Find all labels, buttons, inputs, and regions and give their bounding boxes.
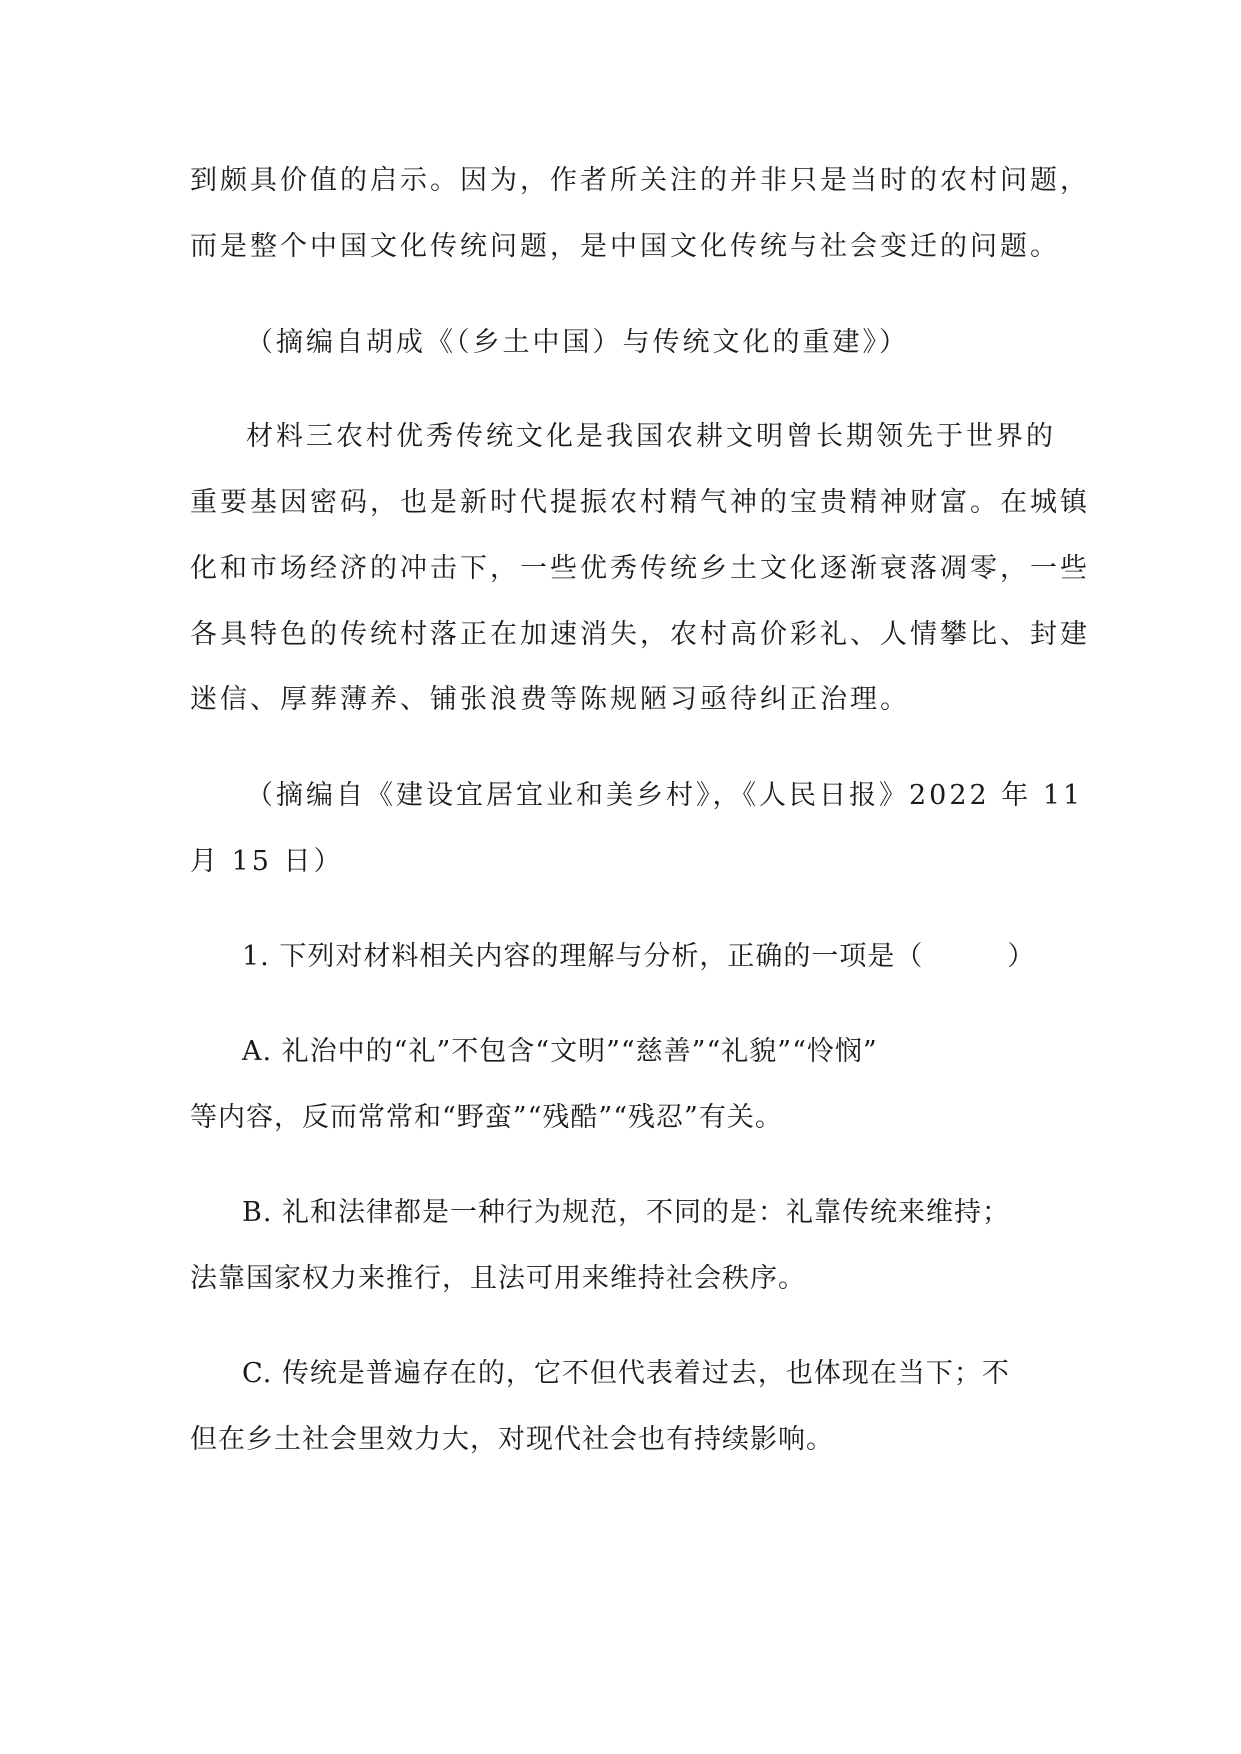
option-b-line1: B. 礼和法律都是一种行为规范，不同的是：礼靠传统来维持； bbox=[242, 1197, 1011, 1228]
option-a-line2: 等内容，反而常常和“野蛮”“残酷”“残忍”有关。 bbox=[190, 1102, 783, 1133]
passage-line: 迷信、厚葬薄养、铺张浪费等陈规陋习亟待纠正治理。 bbox=[190, 684, 910, 715]
source-citation-continued: 月 15 日） bbox=[190, 846, 344, 877]
option-b-line2: 法靠国家权力来推行，且法可用来维持社会秩序。 bbox=[190, 1263, 806, 1294]
option-a-line1: A. 礼治中的“礼”不包含“文明”“慈善”“礼貌”“怜悯” bbox=[242, 1036, 878, 1067]
source-citation: （摘编自《建设宜居宜业和美乡村》，《人民日报》2022 年 11 bbox=[246, 780, 1084, 811]
option-c-line1: C. 传统是普遍存在的，它不但代表着过去，也体现在当下；不 bbox=[242, 1358, 1010, 1389]
passage-line: 而是整个中国文化传统问题，是中国文化传统与社会变迁的问题。 bbox=[190, 231, 1060, 262]
source-citation: （摘编自胡成《（乡土中国）与传统文化的重建》） bbox=[246, 327, 909, 358]
passage-line: 重要基因密码，也是新时代提振农村精气神的宝贵精神财富。在城镇 bbox=[190, 487, 1090, 518]
passage-line: 化和市场经济的冲击下，一些优秀传统乡土文化逐渐衰落凋零，一些 bbox=[190, 553, 1090, 584]
passage-line: 各具特色的传统村落正在加速消失，农村高价彩礼、人情攀比、封建 bbox=[190, 619, 1090, 650]
passage-line: 材料三农村优秀传统文化是我国农耕文明曾长期领先于世界的 bbox=[246, 421, 1056, 452]
option-c-line2: 但在乡土社会里效力大，对现代社会也有持续影响。 bbox=[190, 1424, 834, 1455]
question-stem: 1. 下列对材料相关内容的理解与分析，正确的一项是（ ） bbox=[242, 941, 1036, 972]
passage-line: 到颇具价值的启示。因为，作者所关注的并非只是当时的农村问题， bbox=[190, 165, 1090, 196]
